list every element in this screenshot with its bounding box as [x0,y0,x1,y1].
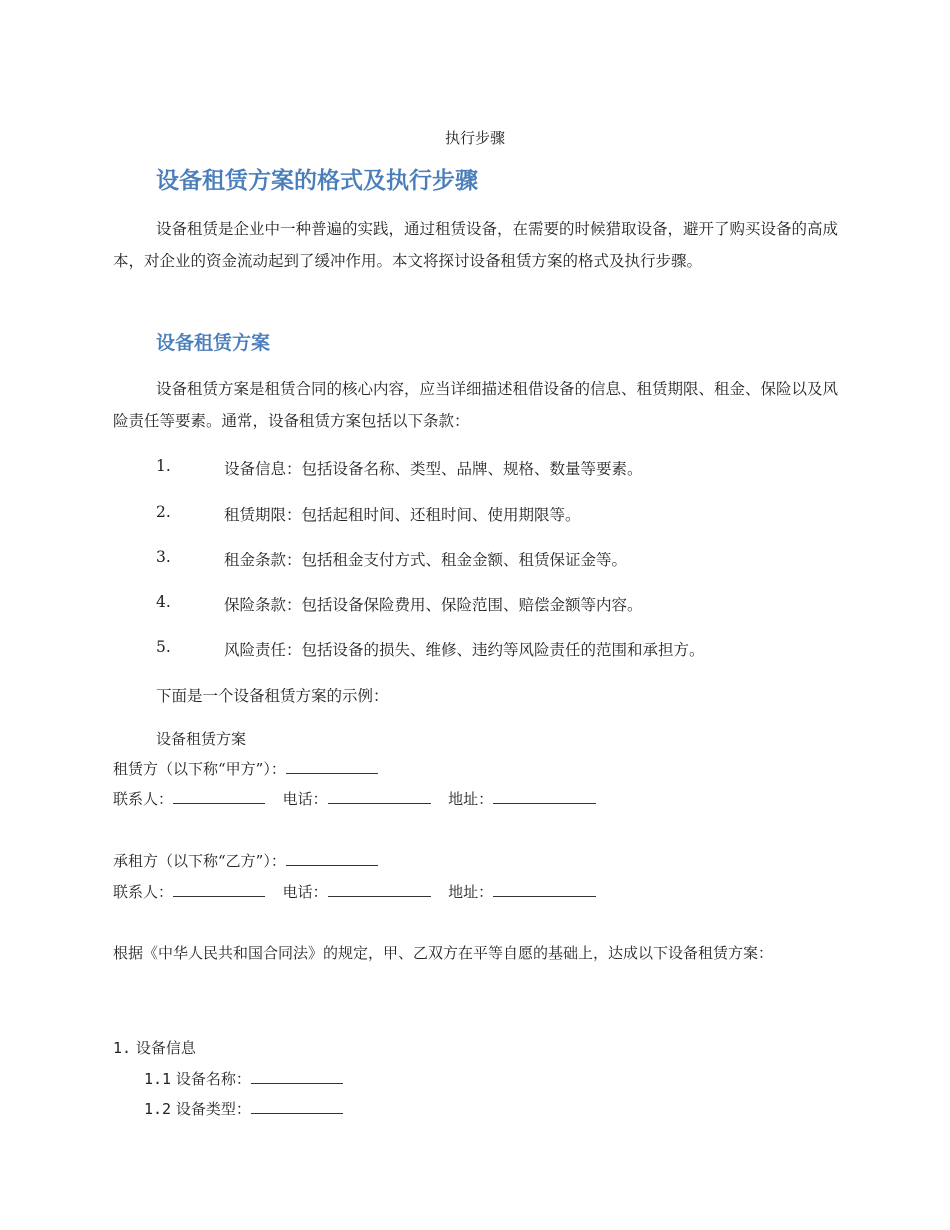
list-item-number: 2. [156,503,171,521]
contact-label: 联系人： [113,790,174,808]
contact-blank [173,789,265,804]
clause-1-label: 设备信息 [135,1039,196,1057]
clause-1-heading [113,1037,196,1058]
list-item: 风险责任：包括设备的损失、维修、违约等风险责任的范围和承担方。 [224,641,705,659]
subclause-1-1 [144,1068,343,1089]
document-title: 设备租赁方案的格式及执行步骤 [156,168,478,194]
subclause-number: 1.2 [144,1100,172,1118]
list-item-number: 3. [156,548,171,566]
list-item: 保险条款：包括设备保险费用、保险范围、赔偿金额等内容。 [224,596,643,614]
party-b-line [113,850,378,871]
phone-blank [328,882,431,897]
phone-label: 电话： [282,790,328,808]
party-a-line [113,758,378,779]
intro-paragraph: 设备租赁是企业中一种普遍的实践，通过租赁设备，在需要的时候猎取设备，避开了购买设备的高成本，对企业的资金流动起到了缓冲作用。本文将探讨设备租赁方案的格式及执行步骤。 [113,220,839,270]
subclause-label: 设备名称： [175,1070,251,1088]
list-item: 设备信息：包括设备名称、类型、品牌、规格、数量等要素。 [224,460,643,478]
subclause-label: 设备类型： [175,1100,251,1118]
party-b-contact-line [113,881,596,902]
address-label: 地址： [448,790,494,808]
contact-label: 联系人： [113,883,174,901]
list-item: 租金条款：包括租金支付方式、租金金额、租赁保证金等。 [224,551,628,569]
phone-label: 电话： [282,883,328,901]
subclause-blank [251,1099,343,1114]
example-title: 设备租赁方案 [156,730,247,748]
list-item-number: 1. [156,457,171,475]
legal-basis-paragraph: 根据《中华人民共和国合同法》的规定，甲、乙双方在平等自愿的基础上，达成以下设备租赁方案： [113,944,774,962]
party-a-blank [286,759,378,774]
address-label: 地址： [448,883,494,901]
party-a-label: 租赁方（以下称“甲方”）： [113,760,286,778]
list-item-number: 5. [156,638,171,656]
list-item-number: 4. [156,593,171,611]
example-intro: 下面是一个设备租赁方案的示例： [156,687,389,705]
address-blank [493,882,596,897]
clause-1-number: 1. [113,1039,132,1057]
party-b-label: 承租方（以下称“乙方”）： [113,852,286,870]
subclause-blank [251,1069,343,1084]
subclause-1-2 [144,1098,343,1119]
section-paragraph: 设备租赁方案是租赁合同的核心内容，应当详细描述租借设备的信息、租赁期限、租金、保险以及风险责任等要素。通常，设备租赁方案包括以下条款： [113,380,839,430]
page-header: 执行步骤 [444,129,505,147]
contact-blank [173,882,265,897]
list-item: 租赁期限：包括起租时间、还租时间、使用期限等。 [224,506,581,524]
phone-blank [328,789,431,804]
section-heading: 设备租赁方案 [156,332,271,354]
party-b-blank [286,851,378,866]
address-blank [493,789,596,804]
subclause-number: 1.1 [144,1070,172,1088]
party-a-contact-line [113,788,596,809]
